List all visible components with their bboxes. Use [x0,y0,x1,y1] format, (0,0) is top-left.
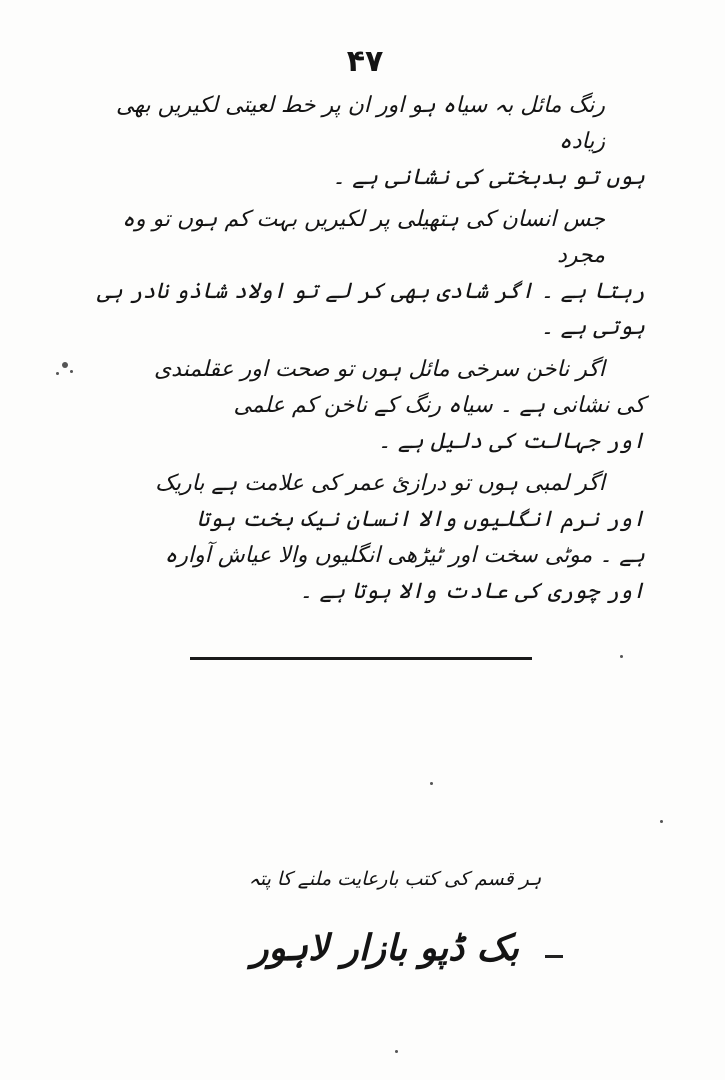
scan-speck [660,820,663,823]
scan-speck [70,370,73,373]
text-line: اور جہالت کی دلیل ہے ۔ [378,429,645,454]
text-line: اگر لمبی ہوں تو درازیٔ عمر کی علامت ہے باریک [155,471,605,496]
paragraph-2 [85,202,645,346]
horizontal-divider [190,657,532,660]
scan-speck [62,362,68,368]
text-line: کی نشانی ہے ۔ سیاہ رنگ کے ناخن کم علمی [233,393,645,418]
scan-speck [430,782,433,785]
text-line: جس انسان کی ہتھیلی پر لکیریں بہت کم ہوں تو وہ مجرد [122,207,605,268]
footer-address-line: ہر قسم کی کتب بارعایت ملنے کا پتہ [248,868,542,890]
scan-speck [620,655,623,658]
page-number: ۴۷ [346,44,384,79]
text-line: رہتا ہے ۔ اگر شادی بھی کر لے تو اولاد شاذو نادر ہی [97,279,645,304]
paragraph-1 [85,88,645,196]
paragraph-4 [85,466,645,610]
footer-brand: بک ڈپو بازار لاہور [251,928,519,969]
text-line: ہے ۔ موٹی سخت اور ٹیڑھی انگلیوں والا عیاش آوارہ [164,543,645,568]
scan-speck [56,372,59,375]
text-line: اور نرم انگلیوں والا انسان نیک بخت ہوتا [196,507,645,532]
scan-speck [395,1050,398,1053]
text-line: رنگ مائل بہ سیاہ ہو اور ان پر خط لعیتی لکیریں بھی زیادہ [116,93,605,154]
text-line: اور چوری کی عادت والا ہوتا ہے ۔ [299,579,645,604]
text-line: اگر ناخن سرخی مائل ہوں تو صحت اور عقلمندی [153,357,605,382]
text-line: ہوں تو بدبختی کی نشانی ہے ۔ [332,165,645,190]
paragraph-3 [85,352,645,460]
body-text [85,88,645,610]
text-line: ہوتی ہے ۔ [540,315,645,340]
